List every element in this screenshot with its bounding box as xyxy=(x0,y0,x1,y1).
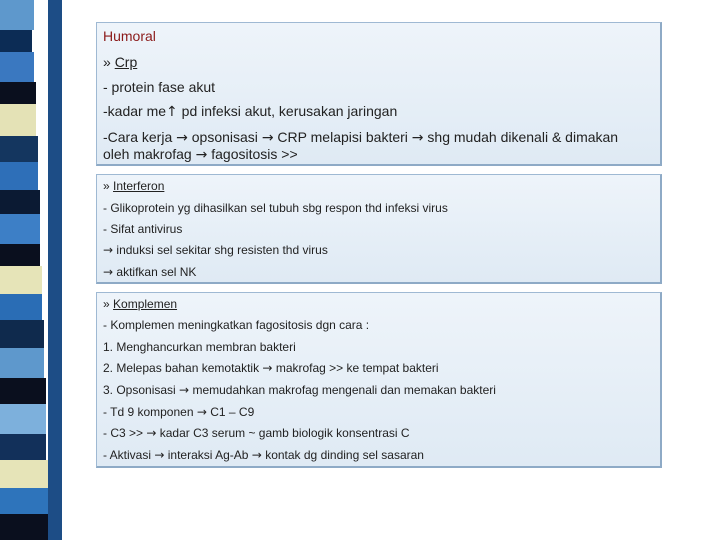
section-title: Humoral xyxy=(103,28,156,44)
arrow-right-icon: → xyxy=(154,448,165,462)
komplemen-heading: » Komplemen xyxy=(103,297,178,311)
crp-line-1: - protein fase akut xyxy=(103,79,216,95)
crp-line-3: -Cara kerja → opsonisasi → CRP melapisi bakteri → shg mudah dikenali & dimakan xyxy=(103,129,619,146)
interferon-line-2: - Sifat antivirus xyxy=(103,222,183,236)
komplemen-line-2: 1. Menghancurkan membran bakteri xyxy=(103,340,296,354)
arrow-right-icon: → xyxy=(411,130,424,146)
arrow-right-icon: → xyxy=(195,147,208,163)
komplemen-line-1: - Komplemen meningkatkan fagositosis dgn cara : xyxy=(103,318,370,332)
arrow-right-icon: → xyxy=(261,130,274,146)
arrow-right-icon: → xyxy=(103,243,114,257)
arrow-right-icon: → xyxy=(146,426,157,440)
up-arrow-icon: ↑ xyxy=(166,104,178,120)
arrow-right-icon: → xyxy=(176,130,188,146)
crp-heading: » Crp xyxy=(103,54,138,70)
interferon-line-4: → aktifkan sel NK xyxy=(103,265,197,279)
interferon-line-3: → induksi sel sekitar shg resisten thd virus xyxy=(103,243,328,257)
interferon-line-1: - Glikoprotein yg dihasilkan sel tubuh sbg respon thd infeksi virus xyxy=(103,201,448,215)
interferon-heading: » Interferon xyxy=(103,179,165,193)
komplemen-line-3: 2. Melepas bahan kemotaktik → makrofag >> ke tempat bakteri xyxy=(103,361,439,375)
section-interferon xyxy=(96,174,662,284)
arrow-right-icon: → xyxy=(251,448,262,462)
crp-line-4: oleh makrofag → fagositosis >> xyxy=(103,146,298,163)
komplemen-line-7: - Aktivasi → interaksi Ag-Ab → kontak dg dinding sel sasaran xyxy=(103,448,424,462)
komplemen-line-5: - Td 9 komponen → C1 – C9 xyxy=(103,405,255,419)
komplemen-line-4: 3. Opsonisasi → memudahkan makrofag mengenali dan memakan bakteri xyxy=(103,383,496,397)
arrow-right-icon: → xyxy=(179,383,190,397)
decorative-color-stripe xyxy=(0,0,62,540)
crp-line-2: -kadar me↑ pd infeksi akut, kerusakan jaringan xyxy=(103,103,398,120)
komplemen-line-6: - C3 >> → kadar C3 serum ~ gamb biologik konsentrasi C xyxy=(103,426,410,440)
section-komplemen xyxy=(96,292,662,468)
arrow-right-icon: → xyxy=(196,405,207,419)
arrow-right-icon: → xyxy=(103,265,114,279)
arrow-right-icon: → xyxy=(262,361,273,375)
section-humoral-crp xyxy=(96,22,662,166)
